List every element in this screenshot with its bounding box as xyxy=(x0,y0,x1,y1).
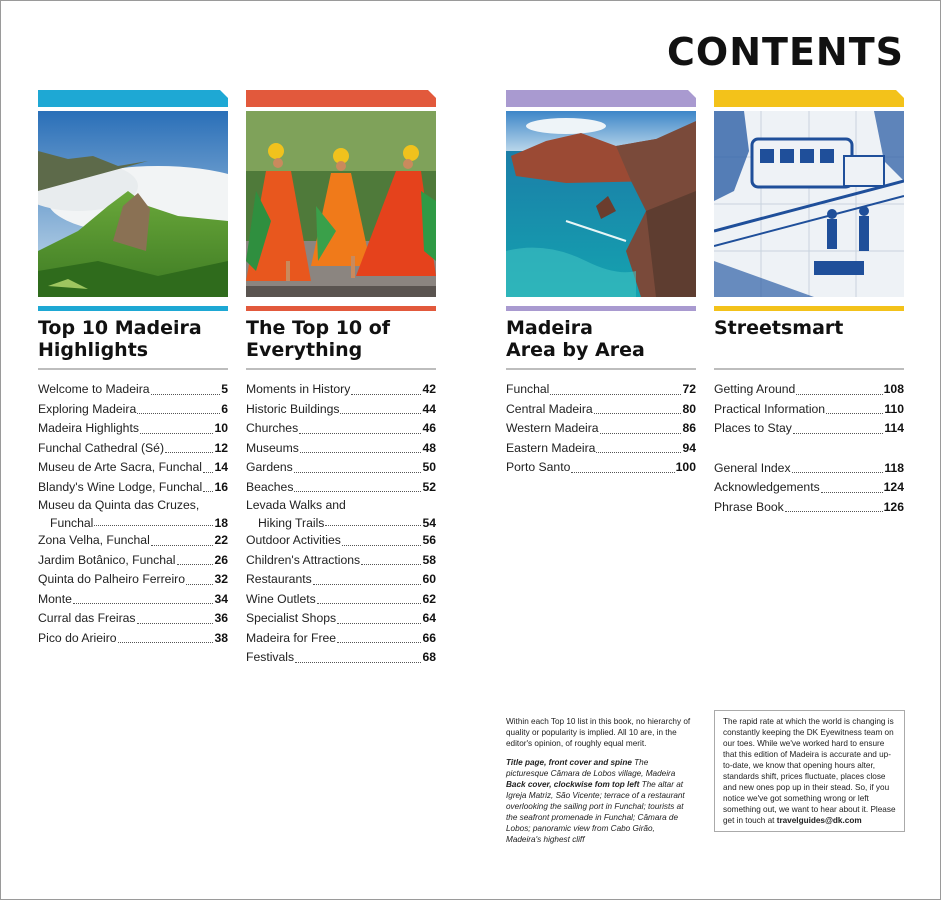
toc-entry[interactable] xyxy=(506,380,696,400)
toc-entry[interactable] xyxy=(38,629,228,649)
toc-entry[interactable] xyxy=(246,551,436,571)
leader-dots xyxy=(295,662,421,663)
toc-label: Restaurants xyxy=(246,572,312,586)
toc-entry[interactable] xyxy=(38,478,228,498)
toc-list xyxy=(714,380,904,517)
credits-text: The picturesque Câmara de Lobos village, Madeira xyxy=(506,758,676,778)
section-title xyxy=(38,317,228,368)
toc-label: Exploring Madeira xyxy=(38,401,137,416)
toc-entry[interactable] xyxy=(714,400,904,420)
section-color-rule xyxy=(38,306,228,311)
credits-text: The altar at Igreja Matriz, São Vicente; terrace of a restaurant overlooking the sailing port in Funchal; tourists at the seafront promenade in Funchal; Câmara de Lobos; panoramic view from Cabo Girão, Madeira's highest cliff xyxy=(506,780,685,844)
toc-label-continued: Funchal xyxy=(50,516,94,530)
toc-page-number: 26 xyxy=(214,552,228,567)
section-title-line2: Highlights xyxy=(38,339,149,361)
toc-page-number: 108 xyxy=(883,382,904,396)
toc-page-number: 126 xyxy=(883,499,904,514)
section-color-tab xyxy=(506,90,696,107)
toc-entry[interactable] xyxy=(246,570,436,590)
section-title-line1: The Top 10 of xyxy=(246,317,391,339)
page-title: CONTENTS xyxy=(667,30,904,74)
leader-dots xyxy=(826,413,883,414)
toc-page-number: 48 xyxy=(422,440,436,455)
toc-entry[interactable] xyxy=(38,380,228,400)
toc-entry[interactable] xyxy=(38,570,228,590)
leader-dots xyxy=(351,394,421,395)
leader-dots xyxy=(300,452,422,453)
leader-dots xyxy=(337,642,421,643)
leader-dots xyxy=(186,584,213,585)
toc-label: Zona Velha, Funchal xyxy=(38,533,150,547)
toc-label: Museu da Quinta das Cruzes, xyxy=(38,498,200,512)
leader-dots xyxy=(337,623,421,624)
section-color-tab xyxy=(38,90,228,107)
toc-list xyxy=(506,380,696,478)
toc-page-number: 18 xyxy=(214,516,228,530)
leader-dots xyxy=(137,413,220,414)
toc-page-number: 56 xyxy=(422,533,436,547)
leader-dots xyxy=(151,545,214,546)
toc-page-number: 54 xyxy=(422,516,436,530)
leader-dots xyxy=(571,472,674,473)
festival-dancers-photo xyxy=(246,111,436,297)
mountain-photo xyxy=(38,111,228,297)
section-area-by-area xyxy=(506,90,696,478)
toc-entry[interactable] xyxy=(38,458,228,478)
toc-page-number: 124 xyxy=(883,480,904,494)
section-color-rule xyxy=(506,306,696,311)
toc-page-number: 6 xyxy=(221,401,228,416)
toc-page-number: 64 xyxy=(422,611,436,625)
section-top10-everything xyxy=(246,90,436,668)
toc-label: Porto Santo xyxy=(506,460,571,474)
toc-label: Gardens xyxy=(246,460,293,474)
azulejo-tram-tile xyxy=(714,111,904,297)
toc-page-number: 44 xyxy=(422,401,436,416)
toc-label: Outdoor Activities xyxy=(246,533,341,547)
toc-entry[interactable] xyxy=(38,419,228,439)
toc-label: Blandy's Wine Lodge, Funchal xyxy=(38,479,203,494)
leader-dots xyxy=(165,452,213,453)
toc-page-number: 80 xyxy=(682,401,696,416)
leader-dots xyxy=(294,472,422,473)
toc-page-number: 68 xyxy=(422,650,436,664)
toc-list xyxy=(246,380,436,668)
toc-entry[interactable] xyxy=(246,458,436,478)
toc-label: Funchal Cathedral (Sé) xyxy=(38,440,164,455)
toc-page-number: 36 xyxy=(214,611,228,625)
toc-page-number: 52 xyxy=(422,479,436,494)
leader-dots xyxy=(294,491,421,492)
toc-entry[interactable] xyxy=(38,551,228,571)
toc-entry[interactable] xyxy=(38,400,228,420)
toc-entry[interactable] xyxy=(38,531,228,551)
toc-label: Moments in History xyxy=(246,382,351,396)
toc-entry[interactable] xyxy=(714,498,904,518)
toc-page-number: 58 xyxy=(422,552,436,567)
toc-entry[interactable] xyxy=(38,497,228,531)
toc-label: Madeira Highlights xyxy=(38,421,139,435)
toc-page-number: 46 xyxy=(422,421,436,435)
section-highlights xyxy=(38,90,228,648)
section-title-line2: Everything xyxy=(246,339,363,361)
toc-label: Historic Buildings xyxy=(246,401,340,416)
leader-dots xyxy=(140,433,214,434)
section-streetsmart xyxy=(714,90,904,517)
toc-entry[interactable] xyxy=(246,629,436,649)
toc-label: Western Madeira xyxy=(506,421,599,435)
toc-page-number: 12 xyxy=(214,440,228,455)
toc-page-number: 100 xyxy=(675,460,696,474)
leader-dots xyxy=(137,623,214,624)
toc-page-number: 38 xyxy=(214,630,228,645)
toc-label: Monte xyxy=(38,591,72,606)
toc-list xyxy=(38,380,228,648)
toc-page-number: 86 xyxy=(682,421,696,435)
toc-entry[interactable] xyxy=(246,497,436,531)
toc-page-number: 50 xyxy=(422,460,436,474)
toc-entry[interactable] xyxy=(246,590,436,610)
feedback-text: The rapid rate at which the world is changing is constantly keeping the DK Eyewitness team on our toes. While we've worked hard to ensure that this edition of Madeira is accurate and up-to-date, we know that opening hours alter, standards shift, prices fluctuate, places close and new ones pop up in their stead. So, if you notice we've got something wrong or left something out, we want to hear about it. Please get in touch at xyxy=(723,717,896,825)
leader-dots xyxy=(793,433,883,434)
toc-page-number: 42 xyxy=(422,382,436,396)
leader-dots xyxy=(821,492,883,493)
toc-label: Practical Information xyxy=(714,401,826,416)
toc-label: Beaches xyxy=(246,479,294,494)
leader-dots xyxy=(785,511,883,512)
toc-page-number: 94 xyxy=(682,440,696,455)
section-divider xyxy=(506,368,696,370)
leader-dots xyxy=(73,603,214,604)
section-title xyxy=(714,317,904,368)
credits-heading: Back cover, clockwise fom top left xyxy=(506,780,640,789)
toc-entry[interactable] xyxy=(506,439,696,459)
toc-label: General Index xyxy=(714,460,791,475)
toc-label: Places to Stay xyxy=(714,421,792,435)
toc-label: Museu de Arte Sacra, Funchal xyxy=(38,460,202,474)
toc-label: Curral das Freiras xyxy=(38,611,136,625)
toc-entry[interactable] xyxy=(714,459,904,479)
section-title-line1: Madeira xyxy=(506,317,593,339)
toc-entry[interactable] xyxy=(714,380,904,400)
toc-entry[interactable] xyxy=(246,439,436,459)
leader-dots xyxy=(203,472,213,473)
leader-dots xyxy=(340,413,421,414)
leader-dots xyxy=(594,413,682,414)
coastline-photo xyxy=(506,111,696,297)
leader-dots xyxy=(325,525,421,526)
toc-page-number: 5 xyxy=(221,382,228,396)
contact-email[interactable]: travelguides@dk.com xyxy=(776,816,862,825)
leader-dots xyxy=(550,394,681,395)
section-divider xyxy=(38,368,228,370)
toc-entry[interactable] xyxy=(38,439,228,459)
section-color-tab xyxy=(714,90,904,107)
leader-dots xyxy=(299,433,421,434)
credits-note xyxy=(506,757,691,845)
toc-entry[interactable] xyxy=(246,400,436,420)
toc-entry[interactable] xyxy=(714,419,904,439)
toc-entry[interactable] xyxy=(38,609,228,629)
section-divider xyxy=(246,368,436,370)
toc-entry[interactable] xyxy=(38,590,228,610)
toc-page-number: 62 xyxy=(422,591,436,606)
toc-entry[interactable] xyxy=(506,400,696,420)
toc-entry[interactable] xyxy=(246,380,436,400)
toc-page-number: 34 xyxy=(214,591,228,606)
section-color-rule xyxy=(714,306,904,311)
section-title-line1: Streetsmart xyxy=(714,317,844,339)
feedback-box xyxy=(714,710,905,832)
toc-label: Churches xyxy=(246,421,299,435)
toc-label: Museums xyxy=(246,440,299,455)
leader-dots xyxy=(361,564,421,565)
leader-dots xyxy=(177,564,214,565)
ranking-text: Within each Top 10 list in this book, no hierarchy of quality or popularity is implied. All 10 are, in the editor's opinion, of roughly equal merit. xyxy=(506,717,691,748)
toc-label: Phrase Book xyxy=(714,499,784,514)
section-divider xyxy=(714,368,904,370)
toc-entry[interactable] xyxy=(506,458,696,478)
section-color-tab xyxy=(246,90,436,107)
leader-dots xyxy=(600,433,682,434)
section-title-line1: Top 10 Madeira xyxy=(38,317,202,339)
toc-page-number: 16 xyxy=(214,479,228,494)
toc-label: Festivals xyxy=(246,650,295,664)
toc-page-number: 32 xyxy=(214,572,228,586)
toc-page-number: 72 xyxy=(682,382,696,396)
toc-label-continued: Hiking Trails xyxy=(258,516,325,530)
toc-label: Levada Walks and xyxy=(246,498,346,512)
toc-entry[interactable] xyxy=(246,419,436,439)
toc-label: Central Madeira xyxy=(506,401,593,416)
toc-label: Madeira for Free xyxy=(246,630,337,645)
toc-page-number: 14 xyxy=(214,460,228,474)
leader-dots xyxy=(792,472,884,473)
toc-page-number: 110 xyxy=(884,401,904,416)
toc-entry[interactable] xyxy=(246,531,436,551)
leader-dots xyxy=(203,491,213,492)
section-title-line2: Area by Area xyxy=(506,339,645,361)
leader-dots xyxy=(342,545,422,546)
toc-page-number: 22 xyxy=(214,533,228,547)
toc-label: Welcome to Madeira xyxy=(38,382,150,396)
leader-dots xyxy=(796,394,882,395)
leader-dots xyxy=(94,525,213,526)
toc-label: Getting Around xyxy=(714,382,796,396)
toc-entry[interactable] xyxy=(506,419,696,439)
leader-dots xyxy=(118,642,214,643)
toc-entry[interactable] xyxy=(714,478,904,498)
section-color-rule xyxy=(246,306,436,311)
toc-page-number: 10 xyxy=(214,421,228,435)
leader-dots xyxy=(317,603,422,604)
toc-label: Eastern Madeira xyxy=(506,440,596,455)
section-title xyxy=(246,317,436,368)
toc-page-number: 60 xyxy=(422,572,436,586)
leader-dots xyxy=(313,584,422,585)
toc-entry[interactable] xyxy=(246,648,436,668)
credits-heading: Title page, front cover and spine xyxy=(506,758,632,767)
section-title xyxy=(506,317,696,368)
toc-page-number: 114 xyxy=(884,421,904,435)
ranking-note xyxy=(506,716,691,845)
toc-label: Acknowledgements xyxy=(714,480,820,494)
toc-page-number: 118 xyxy=(884,460,904,475)
toc-label: Children's Attractions xyxy=(246,552,361,567)
toc-label: Jardim Botânico, Funchal xyxy=(38,552,176,567)
toc-page-number: 66 xyxy=(422,630,436,645)
toc-label: Specialist Shops xyxy=(246,611,337,625)
toc-label: Quinta do Palheiro Ferreiro xyxy=(38,572,185,586)
toc-label: Wine Outlets xyxy=(246,591,316,606)
toc-entry[interactable] xyxy=(246,478,436,498)
toc-entry[interactable] xyxy=(246,609,436,629)
toc-label: Pico do Arieiro xyxy=(38,630,117,645)
toc-label: Funchal xyxy=(506,382,550,396)
leader-dots xyxy=(151,394,221,395)
leader-dots xyxy=(596,452,681,453)
